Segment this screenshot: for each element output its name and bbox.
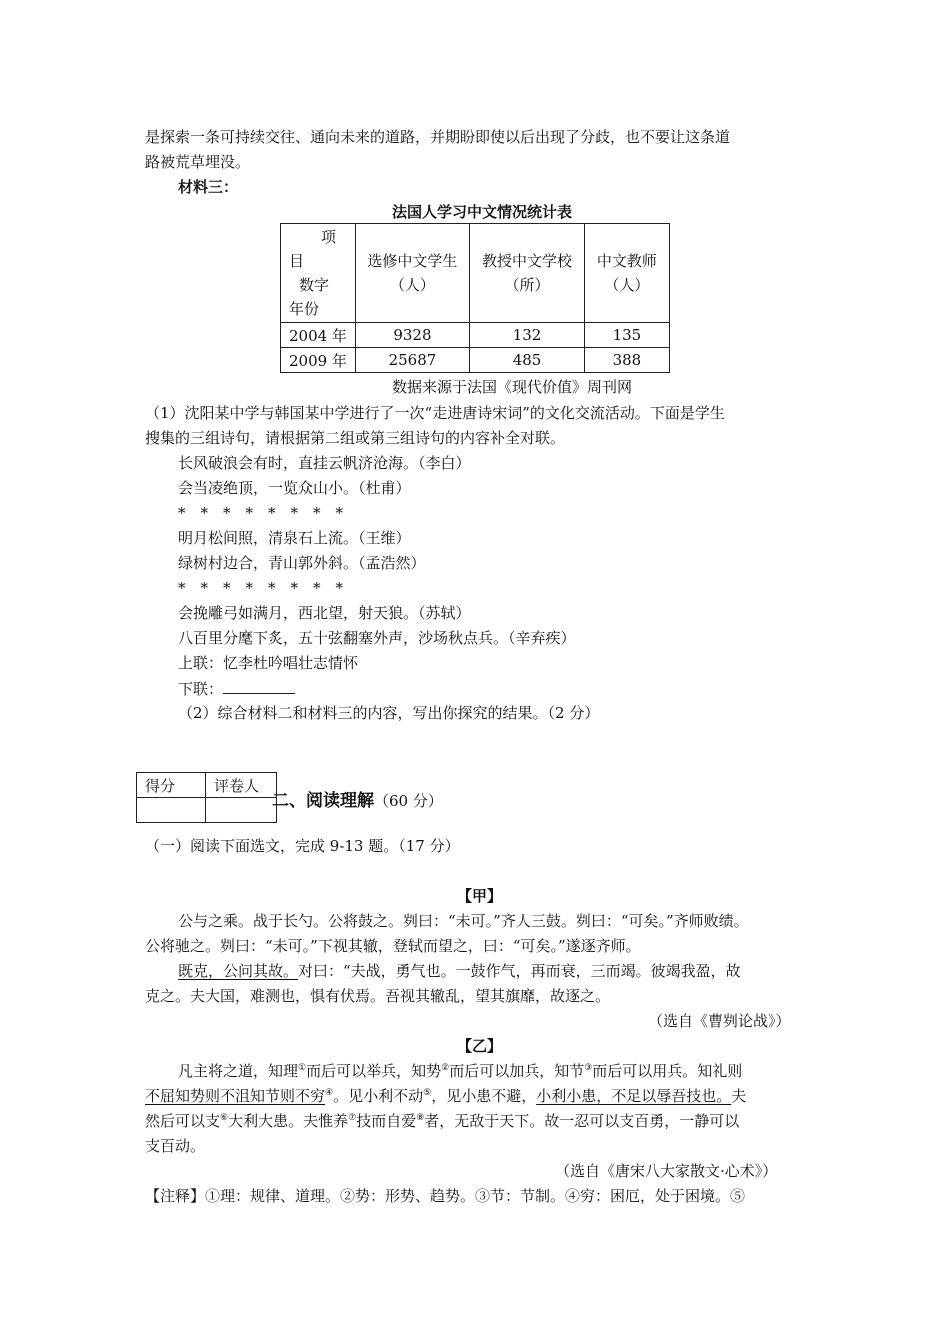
passage-line: 克之。夫大国，难测也，惧有伏焉。吾视其辙乱，望其旗靡，故逐之。: [145, 987, 611, 1005]
table-cell-students: 25687: [355, 348, 470, 373]
table-row: [281, 348, 670, 373]
passage-jia-heading: 【甲】: [457, 887, 503, 905]
passage-line: 公与之乘。战于长勺。公将鼓之。刿曰：“未可。”齐人三鼓。刿曰：“可矣。”齐师败绩。: [178, 912, 749, 930]
table-title: 法国人学习中文情况统计表: [392, 203, 573, 221]
passage-line: 然后可以支⑥大利大患。夫惟养⑦技而自爱⑧者，无敌于天下。故一忍可以支百勇，一静可以: [145, 1112, 740, 1130]
passage-yi-heading: 【乙】: [457, 1037, 503, 1055]
poem-line: 长风破浪会有时，直挂云帆济沧海。（李白）: [178, 454, 471, 472]
couplet-upper: 上联：忆李杜吟唱壮志情怀: [178, 654, 359, 672]
table-cell-students: 9328: [355, 323, 470, 348]
poem-line: 八百里分麾下炙，五十弦翻塞外声，沙场秋点兵。（辛弃疾）: [178, 629, 576, 647]
table-cell-year: 2009 年: [281, 348, 356, 373]
underlined-sentence: 不屈知势则不沮知节则不穷: [145, 1087, 326, 1105]
question1-text: 搜集的三组诗句，请根据第二组或第三组诗句的内容补全对联。: [145, 429, 566, 447]
passage-line: 公将驰之。刿曰：“未可。”下视其辙，登轼而望之，曰：“可矣。”遂逐齐师。: [145, 937, 641, 955]
passage-line: 既克，公问其故。对曰：“夫战，勇气也。一鼓作气，再而衰，三而竭。彼竭我盈，故: [178, 962, 741, 980]
answer-blank[interactable]: [223, 678, 295, 694]
table-cell-schools: 132: [470, 323, 585, 348]
poem-line: 会挽雕弓如满月，西北望，射天狼。（苏轼）: [178, 604, 471, 622]
table-corner-header: 项 目 数字 年份: [281, 224, 356, 323]
material3-label: 材料三：: [178, 178, 239, 196]
score-cell: [137, 798, 206, 823]
passage-line: 支百动。: [145, 1137, 206, 1155]
intro-line: 是探索一条可持续交往、通向未来的道路，并期盼即使以后出现了分歧，也不要让这条道: [145, 128, 731, 146]
statistics-table: [280, 223, 670, 373]
underlined-sentence: 小利小患，不足以辱吾技也。: [536, 1087, 732, 1105]
intro-line: 路被荒草埋没。: [145, 153, 251, 171]
grader-cell: [206, 798, 277, 823]
poem-separator: * * * * * * * *: [178, 504, 344, 522]
score-box: [136, 772, 277, 823]
passage-line: 凡主将之道，知理①而后可以举兵，知势②而后可以加兵，知节③而后可以用兵。知礼则: [178, 1062, 743, 1080]
question1-text: （1）沈阳某中学与韩国某中学进行了一次“走进唐诗宋词”的文化交流活动。下面是学生: [145, 404, 725, 422]
table-row: [281, 323, 670, 348]
passage-source: （选自《曹刿论战》）: [648, 1012, 791, 1030]
annotation-notes: 【注释】①理：规律、道理。②势：形势、趋势。③节：节制。④穷：困厄，处于困境。⑤: [145, 1187, 746, 1205]
column-header-teachers: 中文教师 （人）: [584, 224, 669, 323]
score-label: 得分: [137, 773, 206, 798]
grader-label: 评卷人: [206, 773, 277, 798]
table-cell-teachers: 135: [584, 323, 669, 348]
couplet-lower: 下联：: [178, 678, 295, 699]
underlined-sentence: 既克，公问其故。: [178, 962, 299, 980]
passage-source: （选自《唐宋八大家散文·心术》）: [555, 1162, 778, 1180]
table-cell-schools: 485: [470, 348, 585, 373]
table-source: 数据来源于法国《现代价值》周刊网: [392, 378, 633, 396]
table-cell-teachers: 388: [584, 348, 669, 373]
poem-line: 会当凌绝顶，一览众山小。（杜甫）: [178, 479, 411, 497]
poem-line: 绿树村边合，青山郭外斜。（孟浩然）: [178, 554, 426, 572]
question2-text: （2）综合材料二和材料三的内容，写出你探究的结果。（2 分）: [178, 704, 600, 722]
column-header-students: 选修中文学生 （人）: [355, 224, 470, 323]
subsection-instruction: （一）阅读下面选文，完成 9-13 题。（17 分）: [145, 837, 460, 855]
table-cell-year: 2004 年: [281, 323, 356, 348]
passage-line: 不屈知势则不沮知节则不穷④。见小利不动⑤，见小患不避，小利小患，不足以辱吾技也。夫: [145, 1087, 747, 1105]
poem-separator: * * * * * * * *: [178, 579, 344, 597]
section-title: 二、阅读理解（60 分）: [272, 791, 443, 811]
poem-line: 明月松间照，清泉石上流。（王维）: [178, 529, 411, 547]
column-header-schools: 教授中文学校 （所）: [470, 224, 585, 323]
